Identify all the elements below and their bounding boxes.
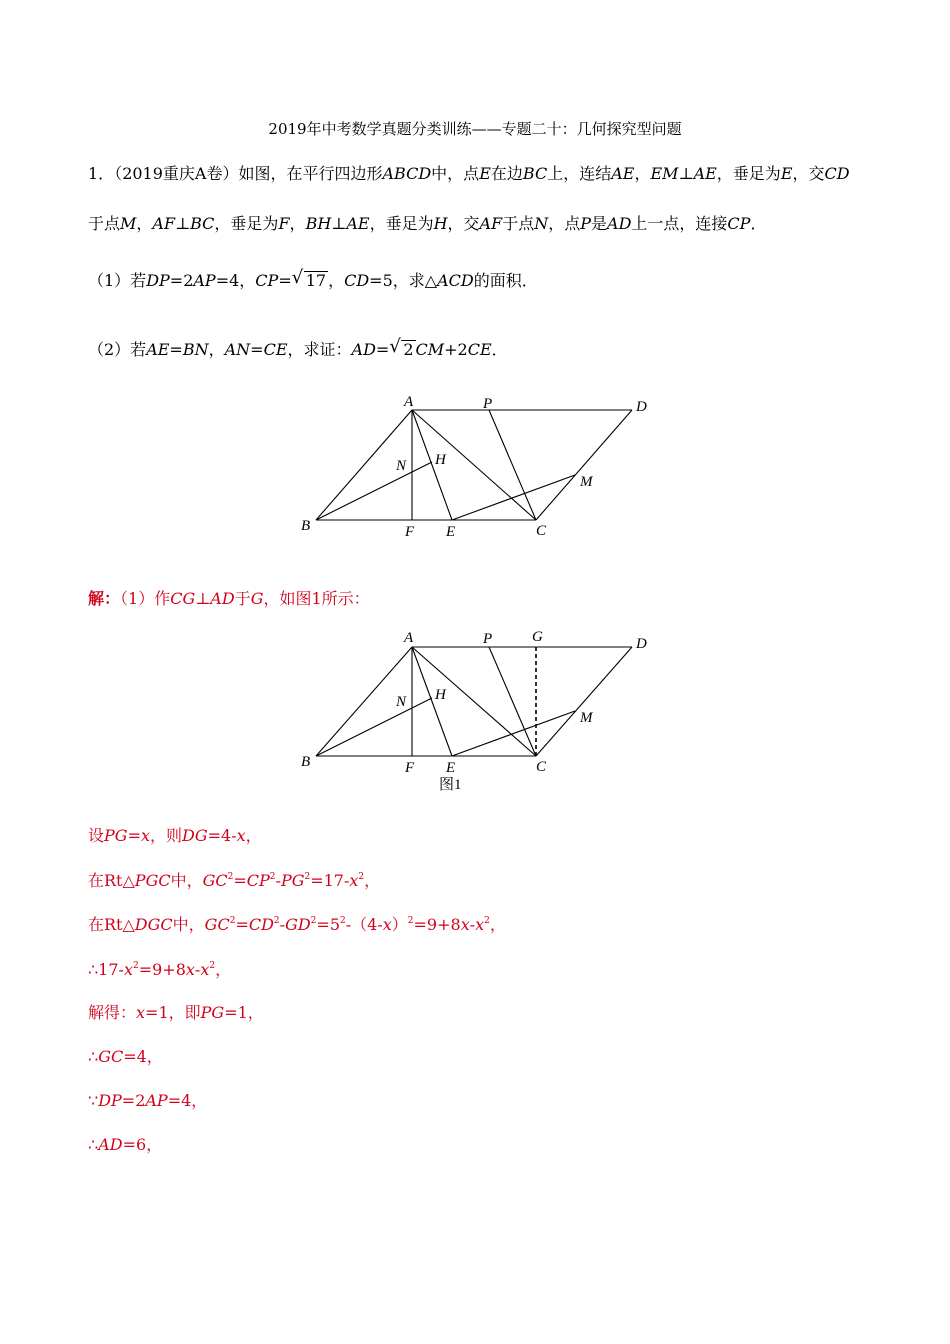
text: AP: [145, 1091, 168, 1110]
text: ，交: [792, 164, 825, 183]
text: ，垂足为: [369, 214, 434, 233]
text: 解：: [88, 589, 121, 608]
text: -: [469, 915, 476, 934]
text: ∴17-: [88, 960, 124, 979]
segment-dc: [536, 647, 632, 756]
label-c: C: [536, 523, 547, 539]
text: CD: [248, 915, 274, 934]
text: 中，: [170, 871, 203, 890]
label-n: N: [396, 458, 407, 474]
text: =5，求△: [369, 271, 438, 290]
label-a: A: [404, 394, 414, 410]
text: AD: [607, 214, 632, 233]
text: CD: [344, 271, 370, 290]
solution-intro: [88, 589, 370, 609]
text: x: [136, 1003, 146, 1022]
text: 在边: [490, 164, 523, 183]
text: 在Rt△: [88, 915, 135, 934]
text: ⊥: [331, 214, 347, 233]
text: DG: [182, 826, 208, 845]
segment-em: [452, 711, 575, 756]
text: 在Rt△: [88, 871, 135, 890]
text: E: [780, 164, 793, 183]
text: =9+8: [413, 915, 461, 934]
text: AF: [479, 214, 503, 233]
figure-problem: [316, 410, 632, 520]
label-c: C: [536, 759, 547, 775]
text: x: [140, 826, 150, 845]
text: AD: [210, 589, 235, 608]
text: PG: [104, 826, 128, 845]
text: =1，即: [145, 1003, 201, 1022]
text: AE: [146, 340, 170, 359]
solution-line-5: [88, 1003, 264, 1023]
text: +2: [444, 340, 468, 359]
text: AE: [611, 164, 635, 183]
text: ）: [391, 915, 408, 934]
label-n: N: [396, 694, 407, 710]
superscript: 2: [229, 916, 236, 926]
superscript: 2: [209, 961, 216, 971]
solution-line-7: [88, 1091, 207, 1111]
text: x: [349, 871, 359, 890]
text: =9+8: [138, 960, 186, 979]
text: GD: [285, 915, 311, 934]
superscript: 2: [304, 872, 311, 882]
radical-sign: √: [389, 336, 401, 357]
solution-line-6: [88, 1047, 163, 1067]
text: AP: [193, 271, 216, 290]
text: CP: [727, 214, 751, 233]
text: ．: [750, 214, 767, 233]
text: 如图，在平行四边形: [238, 164, 383, 183]
text: =17-: [310, 871, 350, 890]
solution-line-3: [88, 915, 506, 935]
superscript: 2: [484, 916, 490, 926]
text: P: [580, 214, 591, 233]
segment-ac: [412, 410, 536, 520]
text: ⊥: [678, 164, 694, 183]
superscript: 2: [227, 872, 234, 882]
text: =4，: [167, 1091, 208, 1110]
text: AF: [152, 214, 176, 233]
superscript: 2: [269, 872, 276, 882]
text: =: [127, 826, 141, 845]
text: =: [233, 871, 247, 890]
text: =: [235, 915, 249, 934]
superscript: 2: [407, 916, 414, 926]
text: AD: [351, 340, 376, 359]
text: 解得：: [88, 1003, 137, 1022]
label-m: M: [580, 710, 593, 726]
text: AE: [693, 164, 717, 183]
text: F: [278, 214, 290, 233]
text: -（4-: [345, 915, 383, 934]
text: 中，: [172, 915, 205, 934]
solution-line-8: [88, 1135, 162, 1155]
radicand: 2: [403, 340, 414, 359]
text: （2）若: [88, 340, 147, 359]
text: CP: [246, 871, 270, 890]
text: GC: [202, 871, 228, 890]
text: 是: [591, 214, 608, 233]
text: DGC: [134, 915, 173, 934]
text: M: [120, 214, 137, 233]
text: =4，: [123, 1047, 163, 1066]
segment-bh: [316, 462, 432, 520]
text: ，垂足为: [214, 214, 279, 233]
label-b: B: [301, 754, 311, 770]
text: ABCD: [382, 164, 432, 183]
text: =4-: [207, 826, 237, 845]
problem-source: （2019重庆A卷）: [114, 164, 239, 183]
text: ，: [489, 915, 506, 934]
text: ，垂足为: [716, 164, 781, 183]
text: E: [479, 164, 491, 183]
solution-line-4: [88, 960, 231, 980]
text: ．: [491, 340, 508, 359]
label-e: E: [446, 760, 456, 776]
text: ACD: [437, 271, 474, 290]
text: ⊥: [175, 214, 191, 233]
solution-line-1: [88, 826, 262, 846]
label-f: F: [405, 760, 415, 776]
text: ∴: [88, 1135, 99, 1154]
text: BC: [522, 164, 548, 183]
text: ∴: [88, 1047, 99, 1066]
page-title: 2019年中考数学真题分类训练——专题二十：几何探究型问题: [268, 120, 682, 138]
label-h: H: [435, 452, 446, 468]
text: BC: [190, 214, 215, 233]
text: DP: [146, 271, 170, 290]
figure-problem-labels: [301, 394, 647, 540]
text: ，求证：: [287, 340, 352, 359]
superscript: 2: [340, 916, 346, 926]
text: G: [250, 589, 264, 608]
text: CE: [263, 340, 288, 359]
text: GC: [204, 915, 230, 934]
figure-1-labels: [301, 629, 647, 793]
segment-bh: [316, 698, 432, 756]
superscript: 2: [310, 916, 317, 926]
text: PG: [200, 1003, 225, 1022]
label-m: M: [580, 474, 593, 490]
solution-line-2: [88, 871, 380, 891]
text: CD: [824, 164, 850, 183]
text: BH: [305, 214, 332, 233]
text: （1）作: [120, 589, 171, 608]
text: （1）若: [88, 271, 147, 290]
problem-number: 1．: [88, 164, 115, 183]
text: =6，: [122, 1135, 163, 1154]
text: ，: [245, 826, 262, 845]
figure-1: [316, 647, 632, 756]
segment-ac: [412, 647, 536, 756]
text: 于点: [88, 214, 121, 233]
text: =: [250, 340, 264, 359]
label-d: D: [636, 636, 647, 652]
text: ，: [364, 871, 381, 890]
figure-caption: 图1: [439, 777, 462, 793]
text: CG: [170, 589, 196, 608]
text: CE: [467, 340, 492, 359]
label-h: H: [435, 687, 446, 703]
text: GC: [98, 1047, 124, 1066]
text: -: [279, 915, 286, 934]
label-g: G: [532, 629, 543, 645]
text: AD: [98, 1135, 123, 1154]
text: ，如图1所示：: [263, 589, 370, 608]
text: 于点: [502, 214, 535, 233]
label-d: D: [636, 399, 647, 415]
label-p: P: [483, 631, 493, 647]
text: -: [275, 871, 281, 890]
text: -: [194, 960, 201, 979]
text: 设: [88, 826, 105, 845]
label-a: A: [404, 630, 414, 646]
text: EM: [650, 164, 679, 183]
text: =: [169, 340, 183, 359]
label-f: F: [405, 524, 415, 540]
text: 的面积．: [473, 271, 538, 290]
text: x: [460, 915, 470, 934]
label-b: B: [301, 518, 311, 534]
segment-dc: [536, 410, 632, 520]
text: DP: [98, 1091, 122, 1110]
text: AE: [346, 214, 370, 233]
superscript: 2: [358, 872, 365, 882]
text: ，: [208, 340, 225, 359]
text: ，点: [548, 214, 581, 233]
text: x: [236, 826, 246, 845]
text: 于: [234, 589, 251, 608]
text: =1，: [224, 1003, 264, 1022]
segment-ae: [412, 410, 452, 520]
text: 中，点: [431, 164, 480, 183]
text: ，: [215, 960, 232, 979]
superscript: 2: [273, 916, 280, 926]
text: BN: [182, 340, 209, 359]
text: H: [433, 214, 448, 233]
label-p: P: [483, 396, 493, 412]
radicand: 17: [305, 271, 327, 290]
label-e: E: [446, 524, 456, 540]
text: ，: [289, 214, 306, 233]
text: ⊥: [195, 589, 211, 608]
radical-sign: √: [291, 267, 304, 288]
text: =4，: [215, 271, 256, 290]
text: PGC: [134, 871, 171, 890]
text: =: [375, 340, 390, 359]
text: PG: [280, 871, 305, 890]
text: =2: [169, 271, 194, 290]
text: 上，连结: [547, 164, 612, 183]
text: AN: [224, 340, 251, 359]
text: ∵: [88, 1091, 99, 1110]
text: x: [475, 915, 485, 934]
text: =: [278, 271, 292, 290]
text: x: [200, 960, 210, 979]
text: ，: [328, 271, 345, 290]
text: ，交: [447, 214, 480, 233]
text: =5: [316, 915, 340, 934]
text: ，则: [150, 826, 183, 845]
text: CM: [415, 340, 445, 359]
text: N: [534, 214, 549, 233]
text: ，: [136, 214, 153, 233]
superscript: 2: [132, 961, 139, 971]
text: 上一点，连接: [631, 214, 728, 233]
text: ，: [634, 164, 651, 183]
text: x: [382, 915, 392, 934]
segment-em: [452, 475, 575, 520]
text: =2: [121, 1091, 146, 1110]
segment-ae: [412, 647, 452, 756]
text: x: [185, 960, 195, 979]
text: x: [123, 960, 133, 979]
text: CP: [255, 271, 279, 290]
